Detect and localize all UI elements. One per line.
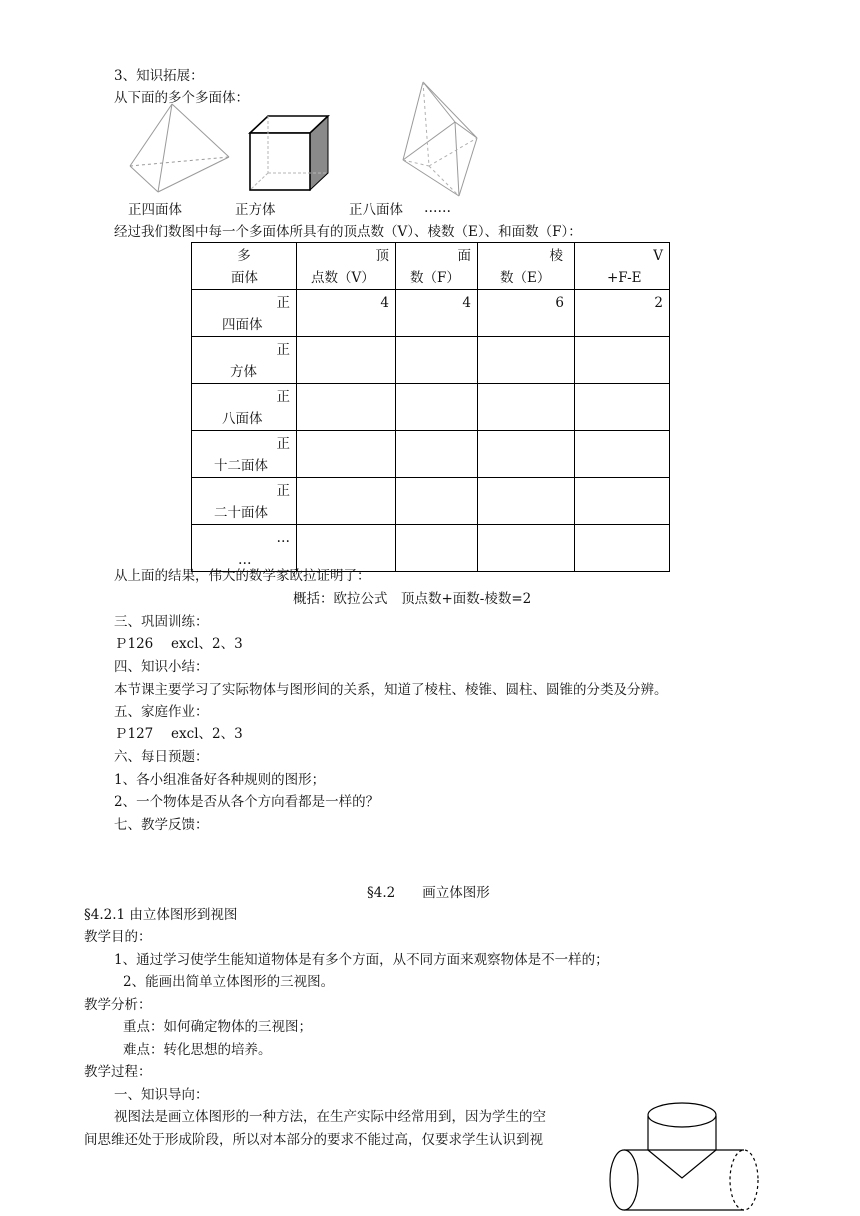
cube-figure <box>248 113 332 193</box>
section3-intro: 从下面的多个多面体： <box>114 90 249 106</box>
vertices-value <box>297 431 396 478</box>
edges-value <box>478 431 575 478</box>
preview-item-2: 2、一个物体是否从各个方向看都是一样的？ <box>114 794 380 810</box>
summary-content: 本节课主要学习了实际物体与图形间的关系，知道了棱柱、棱锥、圆柱、圆锥的分类及分辨。 <box>114 682 668 698</box>
row-label-cell: 正 四面体 <box>192 290 297 337</box>
header-cell-vertices: 顶 点数（V） <box>297 243 396 290</box>
v-f-e-value: 2 <box>575 290 670 337</box>
vertices-value <box>297 384 396 431</box>
label-tetrahedron: 正四面体 <box>128 202 182 218</box>
row-label-cell: 正 二十面体 <box>192 478 297 525</box>
header-cell-polyhedron: 多 面体 <box>192 243 297 290</box>
euler-result: 从上面的结果，伟大的数学家欧拉证明了： <box>114 568 371 584</box>
vertices-value <box>297 525 396 572</box>
v-f-e-value <box>575 384 670 431</box>
table-row <box>192 337 670 384</box>
octahedron-figure <box>399 80 481 200</box>
vertices-value: 4 <box>297 290 396 337</box>
v-f-e-value <box>575 478 670 525</box>
label-ellipsis: …… <box>424 200 451 216</box>
header-cell-v-plus-f-minus-e: V +F-E <box>575 243 670 290</box>
process-paragraph-line1: 视图法是画立体图形的一种方法，在生产实际中经常用到，因为学生的空 <box>114 1109 546 1125</box>
vertices-value <box>297 478 396 525</box>
section3-heading: 3、知识拓展： <box>114 68 204 84</box>
table-row <box>192 478 670 525</box>
tetrahedron-figure <box>126 102 232 196</box>
faces-value <box>396 384 478 431</box>
table-header-row <box>192 243 670 290</box>
homework-heading: 五、家庭作业： <box>114 704 209 720</box>
homework-content: Ｐ127 excl、2、3 <box>114 726 243 742</box>
cylinder-composite-figure <box>604 1098 762 1214</box>
goals-item-2: 2、能画出简单立体图形的三视图。 <box>123 974 335 990</box>
chapter-subtitle: §4.2.1 由立体图形到视图 <box>84 907 238 923</box>
summary-heading: 四、知识小结： <box>114 659 209 675</box>
edges-value <box>478 337 575 384</box>
consolidate-content: Ｐ126 excl、2、3 <box>114 636 243 652</box>
euler-formula: 概括：欧拉公式 顶点数+面数-棱数=2 <box>293 591 532 607</box>
process-heading: 教学过程： <box>84 1064 152 1080</box>
v-f-e-value <box>575 431 670 478</box>
analysis-key: 重点：如何确定物体的三视图； <box>123 1019 312 1035</box>
vertices-value <box>297 337 396 384</box>
faces-value <box>396 478 478 525</box>
table-intro: 经过我们数图中每一个多面体所具有的顶点数（V）、棱数（E）、和面数（F）： <box>114 224 582 240</box>
v-f-e-value <box>575 337 670 384</box>
edges-value <box>478 525 575 572</box>
v-f-e-value <box>575 525 670 572</box>
preview-item-1: 1、各小组准备好各种规则的图形； <box>114 772 326 788</box>
label-cube: 正方体 <box>235 202 276 218</box>
analysis-heading: 教学分析： <box>84 997 152 1013</box>
faces-value <box>396 337 478 384</box>
goals-item-1: 1、通过学习使学生能知道物体是有多个方面，从不同方面来观察物体是不一样的； <box>114 952 609 968</box>
edges-value <box>478 384 575 431</box>
row-label-cell: … … <box>192 525 297 572</box>
table-row <box>192 431 670 478</box>
table-row <box>192 525 670 572</box>
table-row <box>192 384 670 431</box>
consolidate-heading: 三、巩固训练： <box>114 614 209 630</box>
row-label-cell: 正 方体 <box>192 337 297 384</box>
faces-value: 4 <box>396 290 478 337</box>
feedback-heading: 七、教学反馈： <box>114 817 209 833</box>
chapter-title: §4.2 画立体图形 <box>367 885 490 901</box>
process-part1: 一、知识导向： <box>114 1087 209 1103</box>
analysis-difficulty: 难点：转化思想的培养。 <box>123 1042 272 1058</box>
faces-value <box>396 525 478 572</box>
edges-value <box>478 478 575 525</box>
header-cell-edges: 棱 数（E） <box>478 243 575 290</box>
polyhedra-table <box>191 242 670 572</box>
row-label-cell: 正 十二面体 <box>192 431 297 478</box>
table-row <box>192 290 670 337</box>
faces-value <box>396 431 478 478</box>
header-cell-faces: 面 数（F） <box>396 243 478 290</box>
row-label-cell: 正 八面体 <box>192 384 297 431</box>
process-paragraph-line2: 间思维还处于形成阶段，所以对本部分的要求不能过高，仅要求学生认识到视 <box>84 1132 543 1148</box>
goals-heading: 教学目的： <box>84 929 152 945</box>
preview-heading: 六、每日预题： <box>114 749 209 765</box>
edges-value: 6 <box>478 290 575 337</box>
label-octahedron: 正八面体 <box>349 202 403 218</box>
